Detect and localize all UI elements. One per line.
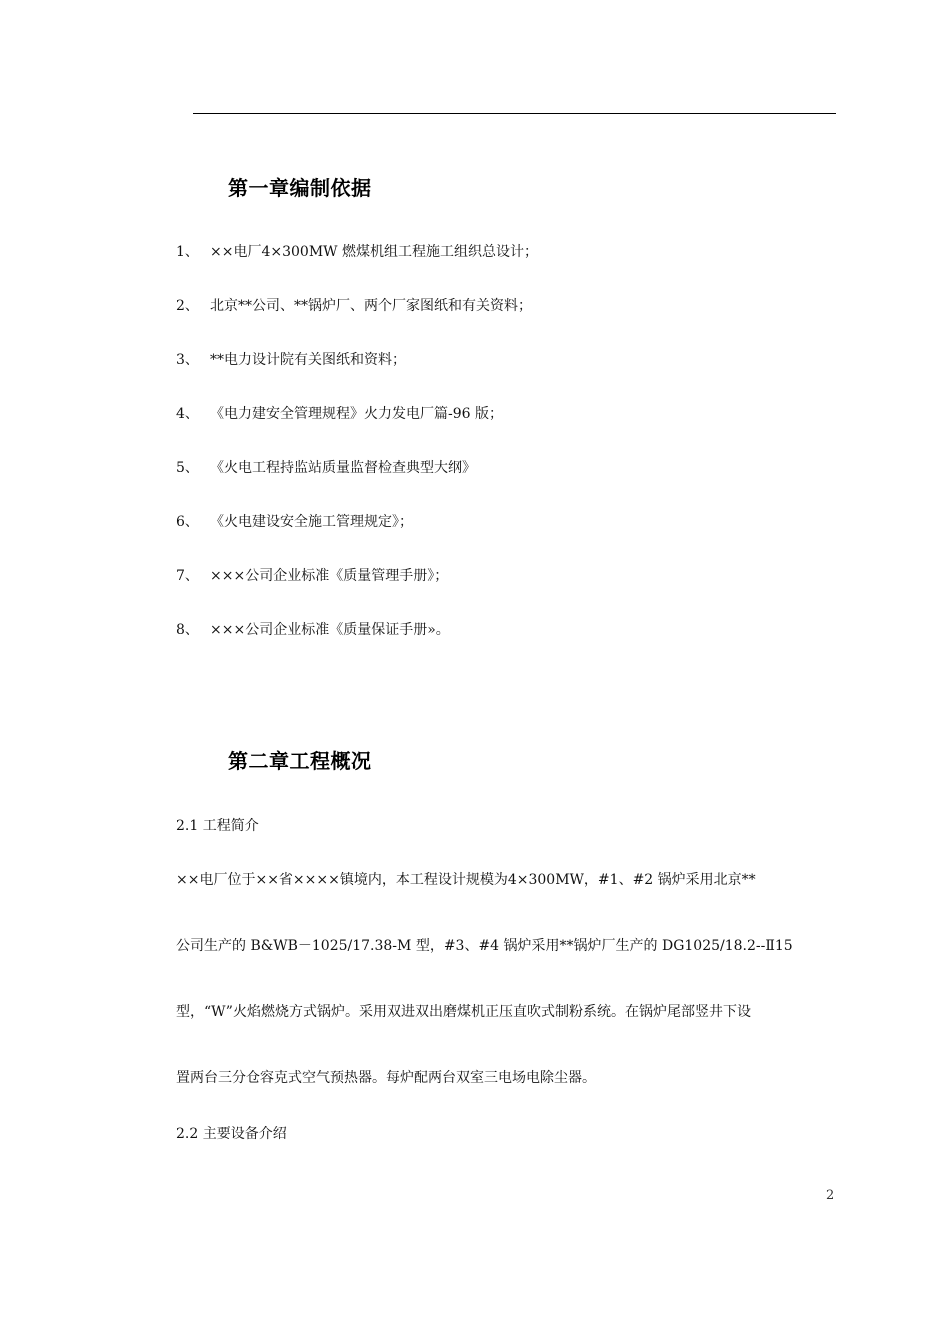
list-item: [176, 296, 532, 316]
list-item-number: 7、: [176, 568, 199, 584]
list-item-text: 《火电工程持监站质量监督检查典型大纲》: [210, 460, 476, 476]
list-item-text: ×××公司企业标准《质量管理手册》；: [210, 568, 449, 584]
list-item-text: 北京**公司、**锅炉厂、两个厂家图纸和有关资料；: [210, 298, 532, 314]
list-item-number: 6、: [176, 514, 199, 530]
list-item-text: ×××公司企业标准《质量保证手册»。: [210, 622, 450, 638]
list-item: [176, 620, 450, 640]
list-item-number: 8、: [176, 622, 199, 638]
list-item: [176, 404, 503, 424]
chapter-1-title: 第一章编制依据: [228, 176, 372, 200]
paragraph-line: 公司生产的 B&WB－1025/17.38-M 型，#3、#4 锅炉采用**锅炉厂生产的 DG1025/18.2--Ⅱ15: [176, 938, 793, 954]
list-item-text: 《电力建安全管理规程》火力发电厂篇-96 版；: [210, 406, 503, 422]
list-item-text: ××电厂4×300MW 燃煤机组工程施工组织总设计；: [210, 244, 538, 260]
list-item: [176, 242, 538, 262]
section-heading-2-2: 2.2 主要设备介绍: [176, 1126, 287, 1142]
list-item-number: 4、: [176, 406, 199, 422]
header-rule: [193, 113, 836, 114]
list-item-number: 3、: [176, 352, 199, 368]
list-item-number: 5、: [176, 460, 199, 476]
list-item-number: 2、: [176, 298, 199, 314]
paragraph-line: 置两台三分仓容克式空气预热器。每炉配两台双室三电场电除尘器。: [176, 1070, 596, 1086]
section-heading-2-1: 2.1 工程简介: [176, 818, 259, 834]
chapter-2-title: 第二章工程概况: [228, 749, 372, 773]
paragraph-line: 型，“W”火焰燃烧方式锅炉。采用双进双出磨煤机正压直吹式制粉系统。在锅炉尾部竖井下设: [176, 1004, 751, 1020]
list-item: [176, 512, 413, 532]
paragraph-line: ××电厂位于××省××××镇境内，本工程设计规模为4×300MW，#1、#2 锅炉采用北京**: [176, 872, 756, 888]
list-item-number: 1、: [176, 244, 199, 260]
list-item-text: **电力设计院有关图纸和资料；: [210, 352, 406, 368]
list-item-text: 《火电建设安全施工管理规定》；: [210, 514, 413, 530]
page-number: 2: [826, 1188, 835, 1203]
list-item: [176, 350, 406, 370]
list-item: [176, 566, 448, 586]
list-item: [176, 458, 476, 478]
